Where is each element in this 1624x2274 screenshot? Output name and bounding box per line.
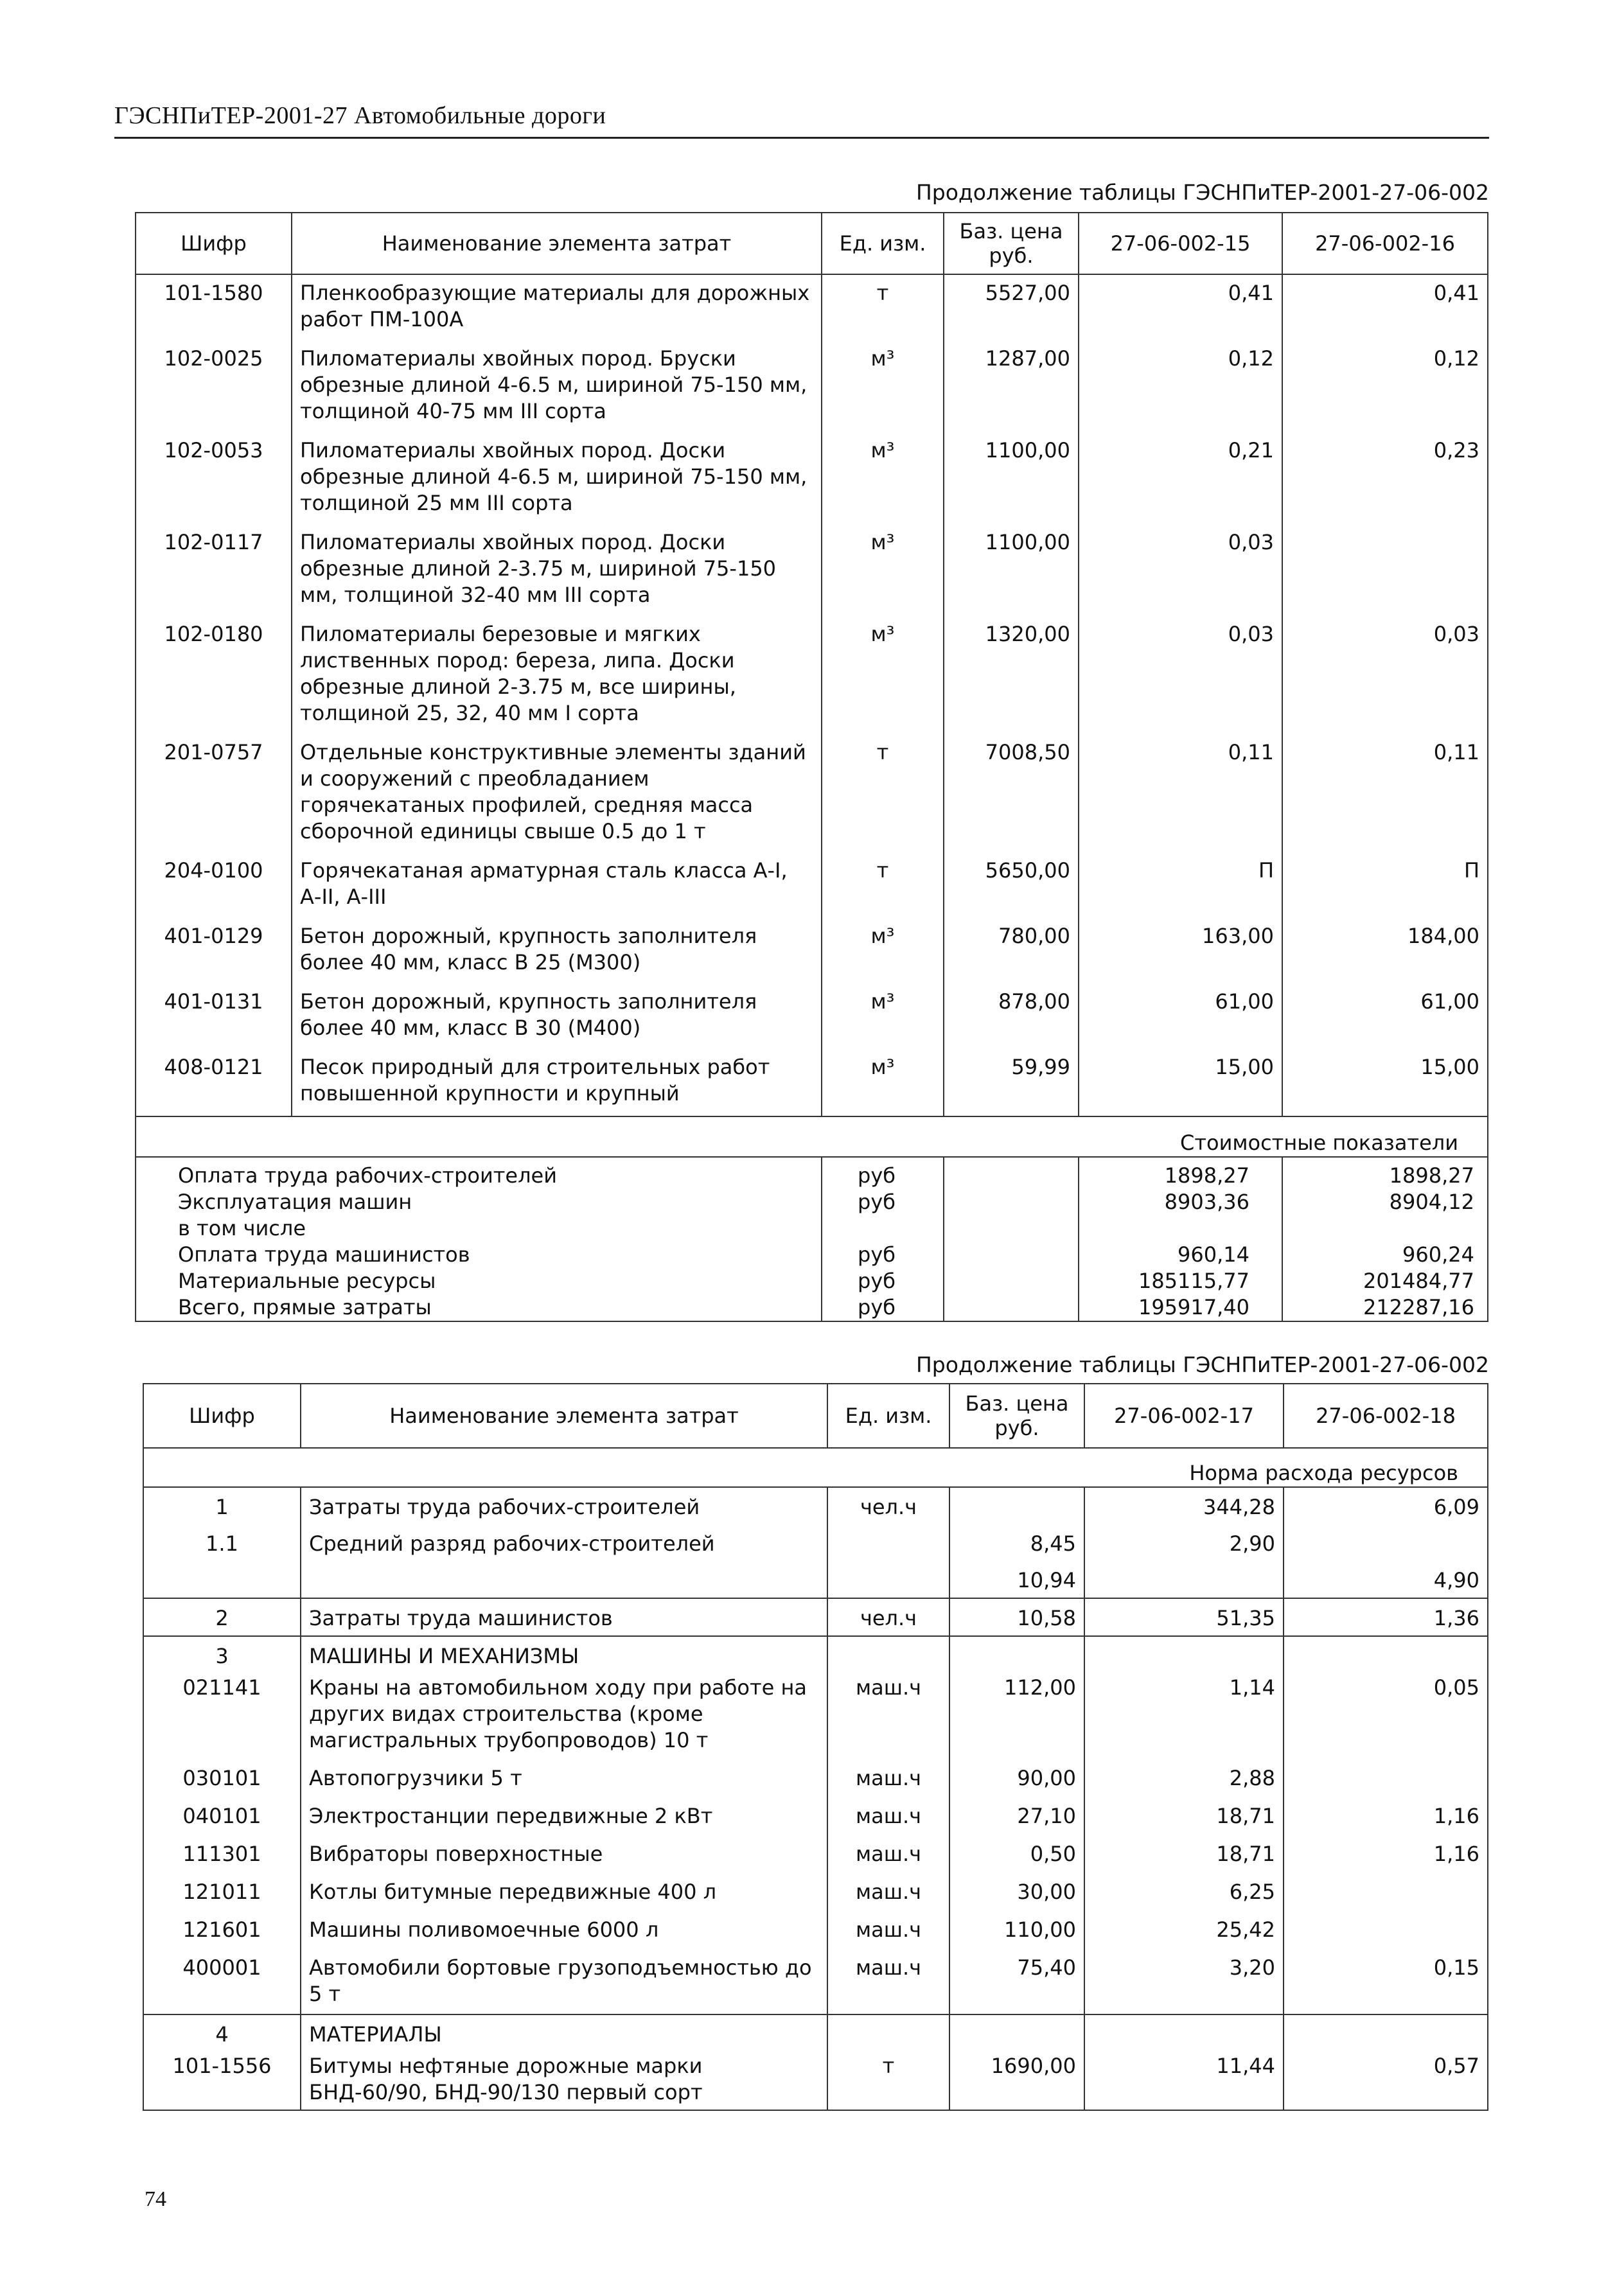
cost-name: Всего, прямые затраты: [136, 1294, 822, 1321]
labour-row: [143, 1561, 1488, 1598]
cost-value-2: 960,24: [1282, 1242, 1488, 1268]
cell-code: [143, 1561, 301, 1598]
machine-row: [143, 1798, 1488, 1836]
cost-value-1: 195917,40: [1079, 1294, 1282, 1321]
cell-price: 59,99: [944, 1050, 1079, 1116]
section-label-norms: Норма расхода ресурсов: [143, 1448, 1488, 1487]
cell-value-2: 0,12: [1282, 342, 1488, 434]
machine-row: [143, 1670, 1488, 1760]
cell-value-1: 0,11: [1079, 736, 1282, 854]
cell-name: Вибраторы поверхностные: [301, 1836, 827, 1874]
header-rule: [114, 137, 1489, 139]
cell-unit: чел.ч: [827, 1598, 949, 1636]
resource-table-1: [135, 212, 1488, 1322]
cost-row: [136, 1268, 1488, 1294]
cell-name: Пиломатериалы хвойных пород. Доски обрезные длиной 2-3.75 м, шириной 75-150 мм, толщиной 32-40 мм III сорта: [292, 525, 822, 617]
cell-name: Бетон дорожный, крупность заполнителя более 40 мм, класс В 25 (М300): [292, 919, 822, 985]
cell-value-1: 163,00: [1079, 919, 1282, 985]
cell-code: 030101: [143, 1760, 301, 1798]
cell-code: 102-0117: [136, 525, 292, 617]
cell-value-2: [1282, 525, 1488, 617]
cell-value-2: [1284, 1874, 1488, 1912]
cell-value-2: П: [1282, 854, 1488, 919]
cell-name: Средний разряд рабочих-строителей: [301, 1524, 827, 1561]
cell-code: 401-0129: [136, 919, 292, 985]
cost-name: в том числе: [136, 1215, 822, 1242]
cell-price: 112,00: [949, 1670, 1084, 1760]
cell-name: Пиломатериалы хвойных пород. Доски обрезные длиной 4-6.5 м, шириной 75-150 мм, толщиной 25 мм III сорта: [292, 434, 822, 525]
cell-value-1: 6,25: [1084, 1874, 1284, 1912]
cell-price: 1690,00: [949, 2048, 1084, 2110]
col-header-unit: Ед. изм.: [822, 213, 944, 274]
cell-name: Отдельные конструктивные элементы зданий и сооружений с преобладанием горячекатаных профилей, средняя масса сборочной единицы свыше 0.5 до 1 т: [292, 736, 822, 854]
labour-row: [143, 1598, 1488, 1636]
col-header-price: Баз. цена руб.: [944, 213, 1079, 274]
cell-value-1: 344,28: [1084, 1487, 1284, 1524]
cell-name: Пиломатериалы березовые и мягких лиственных пород: береза, липа. Доски обрезные длиной 2-3.75 м, все ширины, толщиной 25, 32, 40 мм I сорта: [292, 617, 822, 736]
cell-code: 204-0100: [136, 854, 292, 919]
cell-value-2: 1,36: [1284, 1598, 1488, 1636]
cell-code: 121601: [143, 1912, 301, 1950]
cell-value-1: 0,21: [1079, 434, 1282, 525]
cell-name: Автомобили бортовые грузоподъемностью до 5 т: [301, 1950, 827, 2014]
table-row: [136, 736, 1488, 854]
cell-price: 1100,00: [944, 434, 1079, 525]
cell-code: 400001: [143, 1950, 301, 2014]
col-header-15: 27-06-002-15: [1079, 213, 1282, 274]
cost-name: Эксплуатация машин: [136, 1189, 822, 1215]
cell-price: 10,94: [949, 1561, 1084, 1598]
cell-unit: м³: [822, 1050, 944, 1116]
cell-value-2: 0,41: [1282, 274, 1488, 342]
cell-name: Затраты труда рабочих-строителей: [301, 1487, 827, 1524]
cell-price: 27,10: [949, 1798, 1084, 1836]
cell-unit: м³: [822, 434, 944, 525]
cell-code: 121011: [143, 1874, 301, 1912]
cost-unit: руб: [822, 1242, 944, 1268]
table-row: [136, 525, 1488, 617]
cell-value-2: [1284, 1760, 1488, 1798]
col-header-17: 27-06-002-17: [1084, 1384, 1284, 1448]
cell-unit: м³: [822, 525, 944, 617]
cell-value-2: 0,15: [1284, 1950, 1488, 2014]
table2-caption: Продолжение таблицы ГЭСНПиТЕР-2001-27-06-002: [915, 1352, 1489, 1377]
cell-name: Песок природный для строительных работ повышенной крупности и крупный: [292, 1050, 822, 1116]
cost-price-empty: [944, 1242, 1079, 1268]
cell-code: 102-0025: [136, 342, 292, 434]
cell-price: 1100,00: [944, 525, 1079, 617]
labour-row: [143, 1487, 1488, 1524]
cell-price: 110,00: [949, 1912, 1084, 1950]
cell-value-1: 18,71: [1084, 1836, 1284, 1874]
col-header-16: 27-06-002-16: [1282, 213, 1488, 274]
cell-code: 102-0053: [136, 434, 292, 525]
col-header-name: Наименование элемента затрат: [292, 213, 822, 274]
table1-caption: Продолжение таблицы ГЭСНПиТЕР-2001-27-06-002: [915, 180, 1489, 205]
cost-value-2: 1898,27: [1282, 1157, 1488, 1189]
cell-unit: м³: [822, 342, 944, 434]
machine-row: [143, 1950, 1488, 2014]
cell-price: 75,40: [949, 1950, 1084, 2014]
cell-code: 102-0180: [136, 617, 292, 736]
cell-code: 101-1556: [143, 2048, 301, 2110]
cell-value-1: 11,44: [1084, 2048, 1284, 2110]
cell-price: [949, 1487, 1084, 1524]
cell-value-2: 4,90: [1284, 1561, 1488, 1598]
cell-code: 101-1580: [136, 274, 292, 342]
cell-value-2: 0,11: [1282, 736, 1488, 854]
cell-code: 021141: [143, 1670, 301, 1760]
cell-value-1: 2,90: [1084, 1524, 1284, 1561]
cost-value-1: 8903,36: [1079, 1189, 1282, 1215]
cost-price-empty: [944, 1157, 1079, 1189]
cell-value-2: 61,00: [1282, 985, 1488, 1050]
cell-unit: чел.ч: [827, 1487, 949, 1524]
cell-name: Автопогрузчики 5 т: [301, 1760, 827, 1798]
cell-price: 7008,50: [944, 736, 1079, 854]
cell-name: Затраты труда машинистов: [301, 1598, 827, 1636]
cell-name: Битумы нефтяные дорожные марки БНД-60/90, БНД-90/130 первый сорт: [301, 2048, 827, 2110]
cell-value-2: [1284, 1912, 1488, 1950]
cell-value-1: 61,00: [1079, 985, 1282, 1050]
cell-name: Горячекатаная арматурная сталь класса А-I, А-II, А-III: [292, 854, 822, 919]
table-row: [136, 342, 1488, 434]
col-header-unit: Ед. изм.: [827, 1384, 949, 1448]
cost-row: [136, 1157, 1488, 1189]
cell-name: Бетон дорожный, крупность заполнителя более 40 мм, класс В 30 (М400): [292, 985, 822, 1050]
cell-price: 8,45: [949, 1524, 1084, 1561]
table-row: [136, 854, 1488, 919]
cell-value-1: 0,12: [1079, 342, 1282, 434]
machine-row: [143, 1760, 1488, 1798]
cell-unit: т: [822, 274, 944, 342]
cell-unit: [827, 1561, 949, 1598]
cell-value-1: [1084, 1561, 1284, 1598]
section-title-materials: МАТЕРИАЛЫ: [301, 2014, 827, 2048]
material-row: [143, 2048, 1488, 2110]
cell-name: Пиломатериалы хвойных пород. Бруски обрезные длиной 4-6.5 м, шириной 75-150 мм, толщиной 40-75 мм III сорта: [292, 342, 822, 434]
cell-value-2: 0,05: [1284, 1670, 1488, 1760]
cost-value-2: [1282, 1215, 1488, 1242]
cell-value-1: П: [1079, 854, 1282, 919]
cell-price: 1320,00: [944, 617, 1079, 736]
resource-table-2: [143, 1383, 1488, 2111]
machine-row: [143, 1912, 1488, 1950]
cell-code: 1: [143, 1487, 301, 1524]
cell-price: 0,50: [949, 1836, 1084, 1874]
cell-unit: [827, 1524, 949, 1561]
cost-value-1: 185115,77: [1079, 1268, 1282, 1294]
cell-name: Котлы битумные передвижные 400 л: [301, 1874, 827, 1912]
cell-name: Электростанции передвижные 2 кВт: [301, 1798, 827, 1836]
cost-price-empty: [944, 1268, 1079, 1294]
cost-price-empty: [944, 1189, 1079, 1215]
cell-name: Машины поливомоечные 6000 л: [301, 1912, 827, 1950]
cell-unit: маш.ч: [827, 1798, 949, 1836]
cell-value-2: 15,00: [1282, 1050, 1488, 1116]
cost-row: [136, 1242, 1488, 1268]
section-code: 3: [143, 1636, 301, 1670]
cell-value-2: 1,16: [1284, 1836, 1488, 1874]
table-row: [136, 919, 1488, 985]
cell-name: [301, 1561, 827, 1598]
cell-unit: маш.ч: [827, 1874, 949, 1912]
cell-value-1: 0,03: [1079, 617, 1282, 736]
cell-price: 5527,00: [944, 274, 1079, 342]
machine-row: [143, 1874, 1488, 1912]
cell-unit: м³: [822, 617, 944, 736]
cell-value-1: 3,20: [1084, 1950, 1284, 2014]
cost-unit: руб: [822, 1294, 944, 1321]
cost-name: Оплата труда машинистов: [136, 1242, 822, 1268]
cell-unit: маш.ч: [827, 1950, 949, 2014]
table-row: [136, 617, 1488, 736]
cell-value-1: 51,35: [1084, 1598, 1284, 1636]
cost-value-1: 960,14: [1079, 1242, 1282, 1268]
cost-row: [136, 1294, 1488, 1321]
cell-unit: т: [822, 854, 944, 919]
cost-unit: [822, 1215, 944, 1242]
cell-price: 90,00: [949, 1760, 1084, 1798]
cost-unit: руб: [822, 1189, 944, 1215]
col-header-18: 27-06-002-18: [1284, 1384, 1488, 1448]
cell-value-2: 0,03: [1282, 617, 1488, 736]
cell-value-1: 18,71: [1084, 1798, 1284, 1836]
cost-price-empty: [944, 1294, 1079, 1321]
cell-unit: маш.ч: [827, 1670, 949, 1760]
cell-value-1: 0,41: [1079, 274, 1282, 342]
labour-row: [143, 1524, 1488, 1561]
cell-unit: м³: [822, 919, 944, 985]
running-header: ГЭСНПиТЕР-2001-27 Автомобильные дороги: [114, 102, 606, 129]
cost-value-1: 1898,27: [1079, 1157, 1282, 1189]
cell-value-1: 1,14: [1084, 1670, 1284, 1760]
cell-name: Краны на автомобильном ходу при работе на других видах строительства (кроме магистральных трубопроводов) 10 т: [301, 1670, 827, 1760]
page-number: 74: [145, 2187, 166, 2211]
cost-value-2: 201484,77: [1282, 1268, 1488, 1294]
table-row: [136, 985, 1488, 1050]
cell-name: Пленкообразующие материалы для дорожных работ ПМ-100А: [292, 274, 822, 342]
cell-price: 5650,00: [944, 854, 1079, 919]
col-header-name: Наименование элемента затрат: [301, 1384, 827, 1448]
table-row: [136, 434, 1488, 525]
cell-price: 1287,00: [944, 342, 1079, 434]
cell-unit: м³: [822, 985, 944, 1050]
cell-price: 10,58: [949, 1598, 1084, 1636]
cell-unit: т: [822, 736, 944, 854]
cell-price: 878,00: [944, 985, 1079, 1050]
cost-value-2: 212287,16: [1282, 1294, 1488, 1321]
cost-row: [136, 1189, 1488, 1215]
cell-value-2: 0,57: [1284, 2048, 1488, 2110]
col-header-code: Шифр: [136, 213, 292, 274]
cell-code: 1.1: [143, 1524, 301, 1561]
cell-code: 408-0121: [136, 1050, 292, 1116]
cell-value-2: 184,00: [1282, 919, 1488, 985]
cell-unit: маш.ч: [827, 1760, 949, 1798]
machine-row: [143, 1836, 1488, 1874]
cell-value-2: 1,16: [1284, 1798, 1488, 1836]
cost-name: Материальные ресурсы: [136, 1268, 822, 1294]
cost-price-empty: [944, 1215, 1079, 1242]
table-row: [136, 1050, 1488, 1116]
section-code: 4: [143, 2014, 301, 2048]
col-header-code: Шифр: [143, 1384, 301, 1448]
cell-code: 111301: [143, 1836, 301, 1874]
cell-value-1: 2,88: [1084, 1760, 1284, 1798]
section-title-machines: МАШИНЫ И МЕХАНИЗМЫ: [301, 1636, 827, 1670]
cost-row: [136, 1215, 1488, 1242]
cell-value-2: [1284, 1524, 1488, 1561]
cell-code: 201-0757: [136, 736, 292, 854]
cost-name: Оплата труда рабочих-строителей: [136, 1157, 822, 1189]
cell-value-2: 0,23: [1282, 434, 1488, 525]
cell-value-2: 6,09: [1284, 1487, 1488, 1524]
table-row: [136, 274, 1488, 342]
col-header-price: Баз. цена руб.: [949, 1384, 1084, 1448]
cell-price: 780,00: [944, 919, 1079, 985]
cell-code: 040101: [143, 1798, 301, 1836]
cell-code: 401-0131: [136, 985, 292, 1050]
cell-unit: т: [827, 2048, 949, 2110]
cell-value-1: 15,00: [1079, 1050, 1282, 1116]
cost-unit: руб: [822, 1157, 944, 1189]
cost-value-2: 8904,12: [1282, 1189, 1488, 1215]
cell-value-1: 0,03: [1079, 525, 1282, 617]
cell-price: 30,00: [949, 1874, 1084, 1912]
cell-value-1: 25,42: [1084, 1912, 1284, 1950]
cost-unit: руб: [822, 1268, 944, 1294]
section-label-costs: Стоимостные показатели: [136, 1116, 1488, 1157]
cell-code: 2: [143, 1598, 301, 1636]
cost-value-1: [1079, 1215, 1282, 1242]
cell-unit: маш.ч: [827, 1836, 949, 1874]
cell-unit: маш.ч: [827, 1912, 949, 1950]
